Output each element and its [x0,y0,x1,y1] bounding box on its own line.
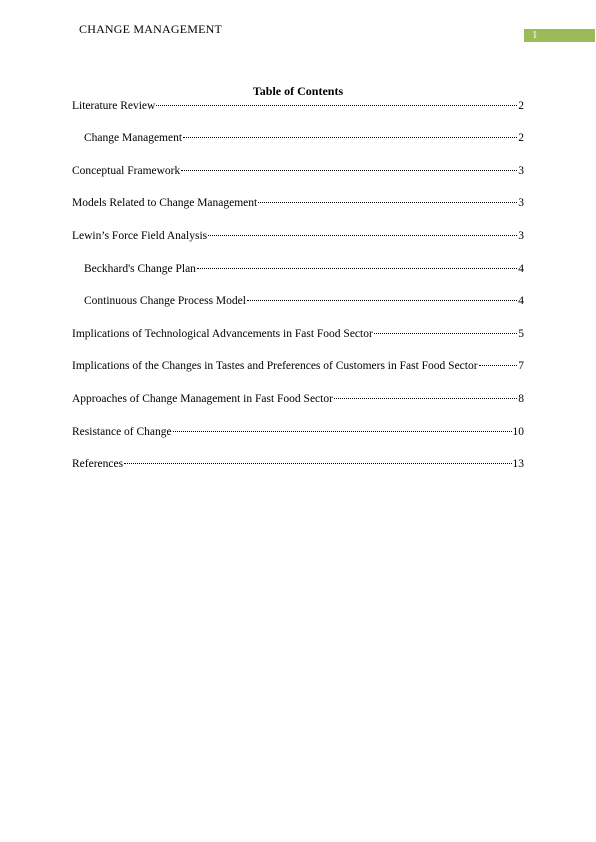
toc-entry-page: 10 [512,426,524,438]
dot-leader [208,234,517,236]
toc-entry-page: 3 [518,230,524,242]
toc-entry-technological-advancements[interactable] [72,326,524,342]
dot-leader [334,397,517,399]
dot-leader [183,136,517,138]
toc-title: Table of Contents [252,84,344,98]
toc-entry-label: Continuous Change Process Model [84,295,246,307]
toc-entry-label: Literature Review [72,100,156,112]
toc-entry-page: 5 [518,328,524,340]
dot-leader [124,462,511,464]
dot-leader [258,201,517,203]
toc-entry-label: Change Management [84,132,183,144]
toc-entry-page: 8 [518,393,524,405]
toc-entry-beckhards-change-plan[interactable] [84,261,524,277]
toc-entry-label: Models Related to Change Management [72,197,258,209]
toc-entry-lewins-force-field[interactable] [72,228,524,244]
toc-entry-page: 2 [518,100,524,112]
toc-entry-conceptual-framework[interactable] [72,163,524,179]
toc-entry-label: References [72,458,124,470]
toc-entry-page: 4 [518,295,524,307]
running-header-title: CHANGE MANAGEMENT [79,22,223,36]
toc-entry-page: 4 [518,263,524,275]
toc-entry-references[interactable] [72,456,524,472]
toc-entry-label: Approaches of Change Management in Fast Food Sector [72,393,333,405]
toc-entry-label: Resistance of Change [72,426,172,438]
toc-entry-page: 3 [518,165,524,177]
toc-entry-label: Implications of Technological Advancements in Fast Food Sector [72,328,373,340]
dot-leader [181,169,517,171]
toc-entry-continuous-change[interactable] [84,293,524,309]
toc-entry-models-related[interactable] [72,195,524,211]
page-number-badge: 1 [524,29,595,42]
toc-entry-label: Beckhard's Change Plan [84,263,196,275]
dot-leader [479,364,518,366]
toc-entry-literature-review[interactable] [72,98,524,114]
toc-entry-tastes-preferences[interactable] [72,358,524,374]
toc-entry-label: Conceptual Framework [72,165,181,177]
toc-entry-page: 2 [518,132,524,144]
dot-leader [374,332,517,334]
toc-entry-change-management[interactable] [84,130,524,146]
dot-leader [247,299,517,301]
dot-leader [156,104,517,106]
toc-entry-label: Lewin’s Force Field Analysis [72,230,208,242]
toc-entry-resistance-of-change[interactable] [72,424,524,440]
dot-leader [197,267,517,269]
toc-entry-page: 13 [512,458,524,470]
toc-entry-page: 7 [518,360,524,372]
toc-entry-label: Implications of the Changes in Tastes and Preferences of Customers in Fast Food Sector [72,360,478,372]
toc-entry-approaches[interactable] [72,391,524,407]
dot-leader [173,430,512,432]
toc-entry-page: 3 [518,197,524,209]
